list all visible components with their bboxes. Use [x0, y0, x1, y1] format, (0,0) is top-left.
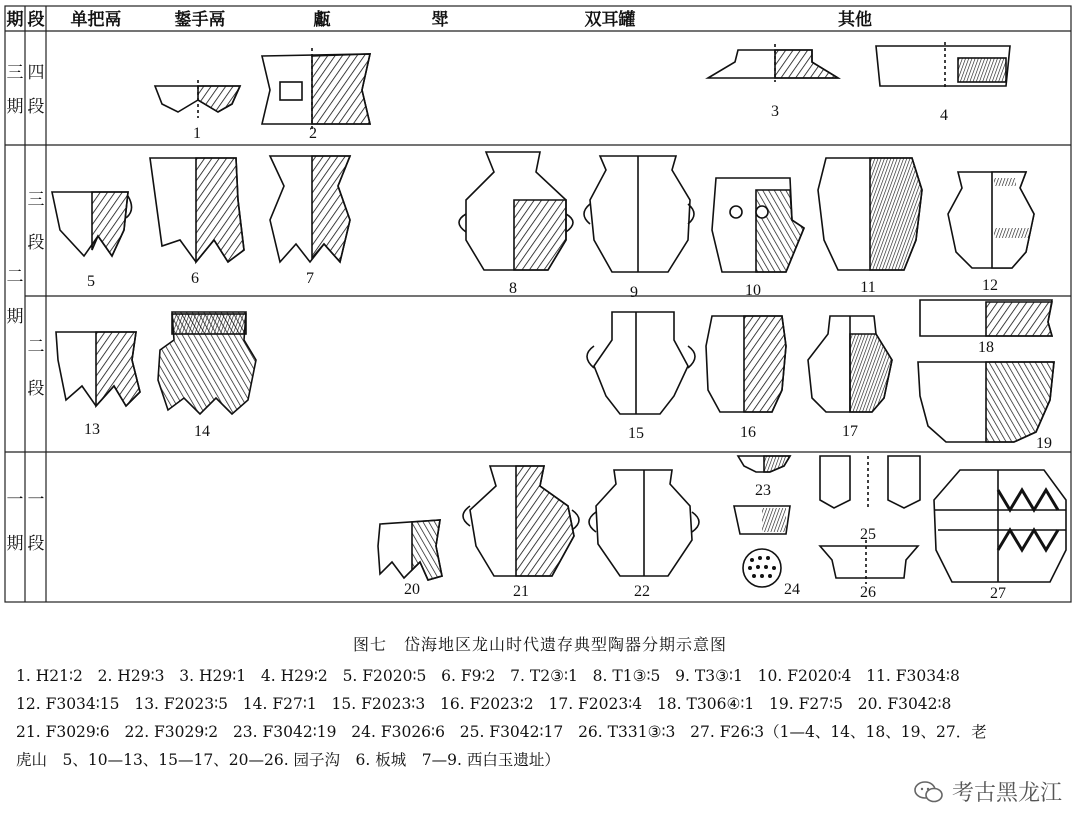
label-8: 8	[509, 280, 517, 297]
stage-3-a: 三	[27, 190, 45, 210]
label-13: 13	[84, 421, 100, 438]
vessel-23	[738, 456, 790, 472]
vessel-5	[52, 192, 132, 256]
vessel-16	[706, 316, 786, 412]
header-yan: 甗	[313, 10, 331, 30]
vessel-3	[708, 44, 838, 82]
legend-item: 6. F9∶2	[441, 667, 496, 685]
label-20: 20	[404, 581, 420, 598]
legend-item: 1. H21∶2	[16, 667, 83, 685]
legend-item: 3. H29∶1	[179, 667, 247, 685]
label-14: 14	[194, 423, 210, 440]
vessel-25	[820, 456, 920, 510]
vessel-1	[155, 80, 240, 118]
vessel-7	[270, 156, 350, 262]
stage-4-a: 四	[27, 63, 45, 83]
header-stage: 段	[27, 10, 45, 30]
legend-item: 12. F3034∶15	[16, 695, 120, 713]
legend-item: 26. T331③∶3	[578, 723, 676, 741]
legend-item: 虎山 5、10—13、15—17、20—26. 园子沟 6. 板城 7—9. 西白玉遗址）	[16, 751, 560, 769]
legend-item: 17. F2023∶4	[548, 695, 643, 713]
header-jia: 斝	[431, 10, 449, 30]
label-27: 27	[990, 585, 1006, 602]
label-3: 3	[771, 103, 779, 120]
legend-item: 11. F3034∶8	[866, 667, 960, 685]
period-3-b: 期	[6, 97, 24, 117]
vessel-9	[584, 156, 694, 272]
vessel-24	[734, 506, 790, 587]
vessel-11	[818, 158, 922, 270]
legend-item: 10. F2020∶4	[757, 667, 852, 685]
vessel-22	[589, 470, 699, 576]
label-26: 26	[860, 584, 876, 601]
vessel-10	[712, 178, 804, 272]
vessel-27	[934, 470, 1066, 582]
legend-item: 21. F3029∶6	[16, 723, 110, 741]
label-4: 4	[940, 107, 948, 124]
label-21: 21	[513, 583, 529, 600]
period-1-b: 期	[6, 534, 24, 554]
header-others: 其他	[838, 10, 872, 30]
header-double-ear-jar: 双耳罐	[584, 10, 636, 30]
label-17: 17	[842, 423, 858, 440]
legend-line-1	[16, 662, 1066, 690]
label-1: 1	[193, 125, 201, 142]
legend-line-3	[16, 718, 1066, 746]
header-period: 期	[6, 10, 24, 30]
label-6: 6	[191, 270, 199, 287]
legend-item: 16. F2023∶2	[440, 695, 534, 713]
vessel-20	[378, 520, 442, 580]
legend-item: 2. H29∶3	[97, 667, 165, 685]
stage-1-a: 一	[27, 490, 45, 510]
stage-2-b: 段	[27, 379, 45, 399]
label-22: 22	[634, 583, 650, 600]
label-18: 18	[978, 339, 994, 356]
label-9: 9	[630, 284, 638, 301]
wechat-icon	[914, 780, 944, 804]
watermark-text: 考古黑龙江	[951, 781, 1062, 806]
label-19: 19	[1036, 435, 1052, 452]
label-7: 7	[306, 270, 314, 287]
label-15: 15	[628, 425, 644, 442]
legend-item: 22. F3029∶2	[124, 723, 219, 741]
label-10: 10	[745, 282, 761, 299]
vessel-6	[150, 158, 244, 262]
vessel-8	[459, 152, 573, 270]
legend-item: 25. F3042∶17	[459, 723, 564, 741]
legend-line-4	[16, 746, 1066, 774]
period-2-a: 二	[6, 267, 24, 287]
vessel-12	[948, 172, 1034, 268]
label-24: 24	[784, 581, 800, 598]
header-lug-handle-li: 鋬手鬲	[174, 10, 226, 30]
stage-1-b: 段	[27, 534, 45, 554]
legend-item: 5. F2020∶5	[342, 667, 427, 685]
legend-item: 9. T3③∶1	[675, 667, 743, 685]
label-25: 25	[860, 526, 876, 543]
legend-item: 14. F27∶1	[242, 695, 317, 713]
period-2-b: 期	[6, 307, 24, 327]
legend-item: 15. F2023∶3	[331, 695, 426, 713]
stage-4-b: 段	[27, 97, 45, 117]
figure-title: 图七 岱海地区龙山时代遗存典型陶器分期示意图	[352, 635, 727, 654]
vessel-4	[876, 42, 1010, 90]
label-2: 2	[309, 125, 317, 142]
period-1-a: 一	[6, 490, 24, 510]
label-23: 23	[755, 482, 771, 499]
label-16: 16	[740, 424, 756, 441]
legend-item: 20. F3042∶8	[857, 695, 952, 713]
legend-item: 4. H29∶2	[260, 667, 328, 685]
label-11: 11	[860, 279, 876, 296]
legend-item: 24. F3026∶6	[351, 723, 445, 741]
vessel-18	[920, 300, 1052, 336]
vessel-19	[918, 362, 1054, 442]
watermark	[914, 776, 1062, 807]
label-5: 5	[87, 273, 95, 290]
label-12: 12	[982, 277, 998, 294]
legend-item: 8. T1③∶5	[592, 667, 661, 685]
vessel-17	[808, 316, 892, 412]
vessel-13	[56, 332, 140, 406]
legend-item: 23. F3042∶19	[232, 723, 337, 741]
legend-item: 18. T306④∶1	[656, 695, 755, 713]
period-3-a: 三	[6, 63, 24, 83]
legend-item: 27. F26∶3（1—4、14、18、19、27．老	[690, 723, 987, 741]
vessel-2	[262, 48, 370, 130]
vessel-26	[820, 540, 918, 584]
legend-item: 7. T2③∶1	[510, 667, 578, 685]
legend-item: 13. F2023∶5	[134, 695, 229, 713]
legend-item: 19. F27∶5	[769, 695, 843, 713]
vessel-15	[587, 312, 695, 414]
stage-2-a: 二	[27, 337, 45, 357]
vessel-14	[158, 312, 256, 414]
header-single-handle-li: 单把鬲	[70, 10, 122, 30]
vessel-21	[463, 466, 579, 576]
legend-line-2	[16, 690, 1066, 718]
stage-3-b: 段	[27, 233, 45, 253]
